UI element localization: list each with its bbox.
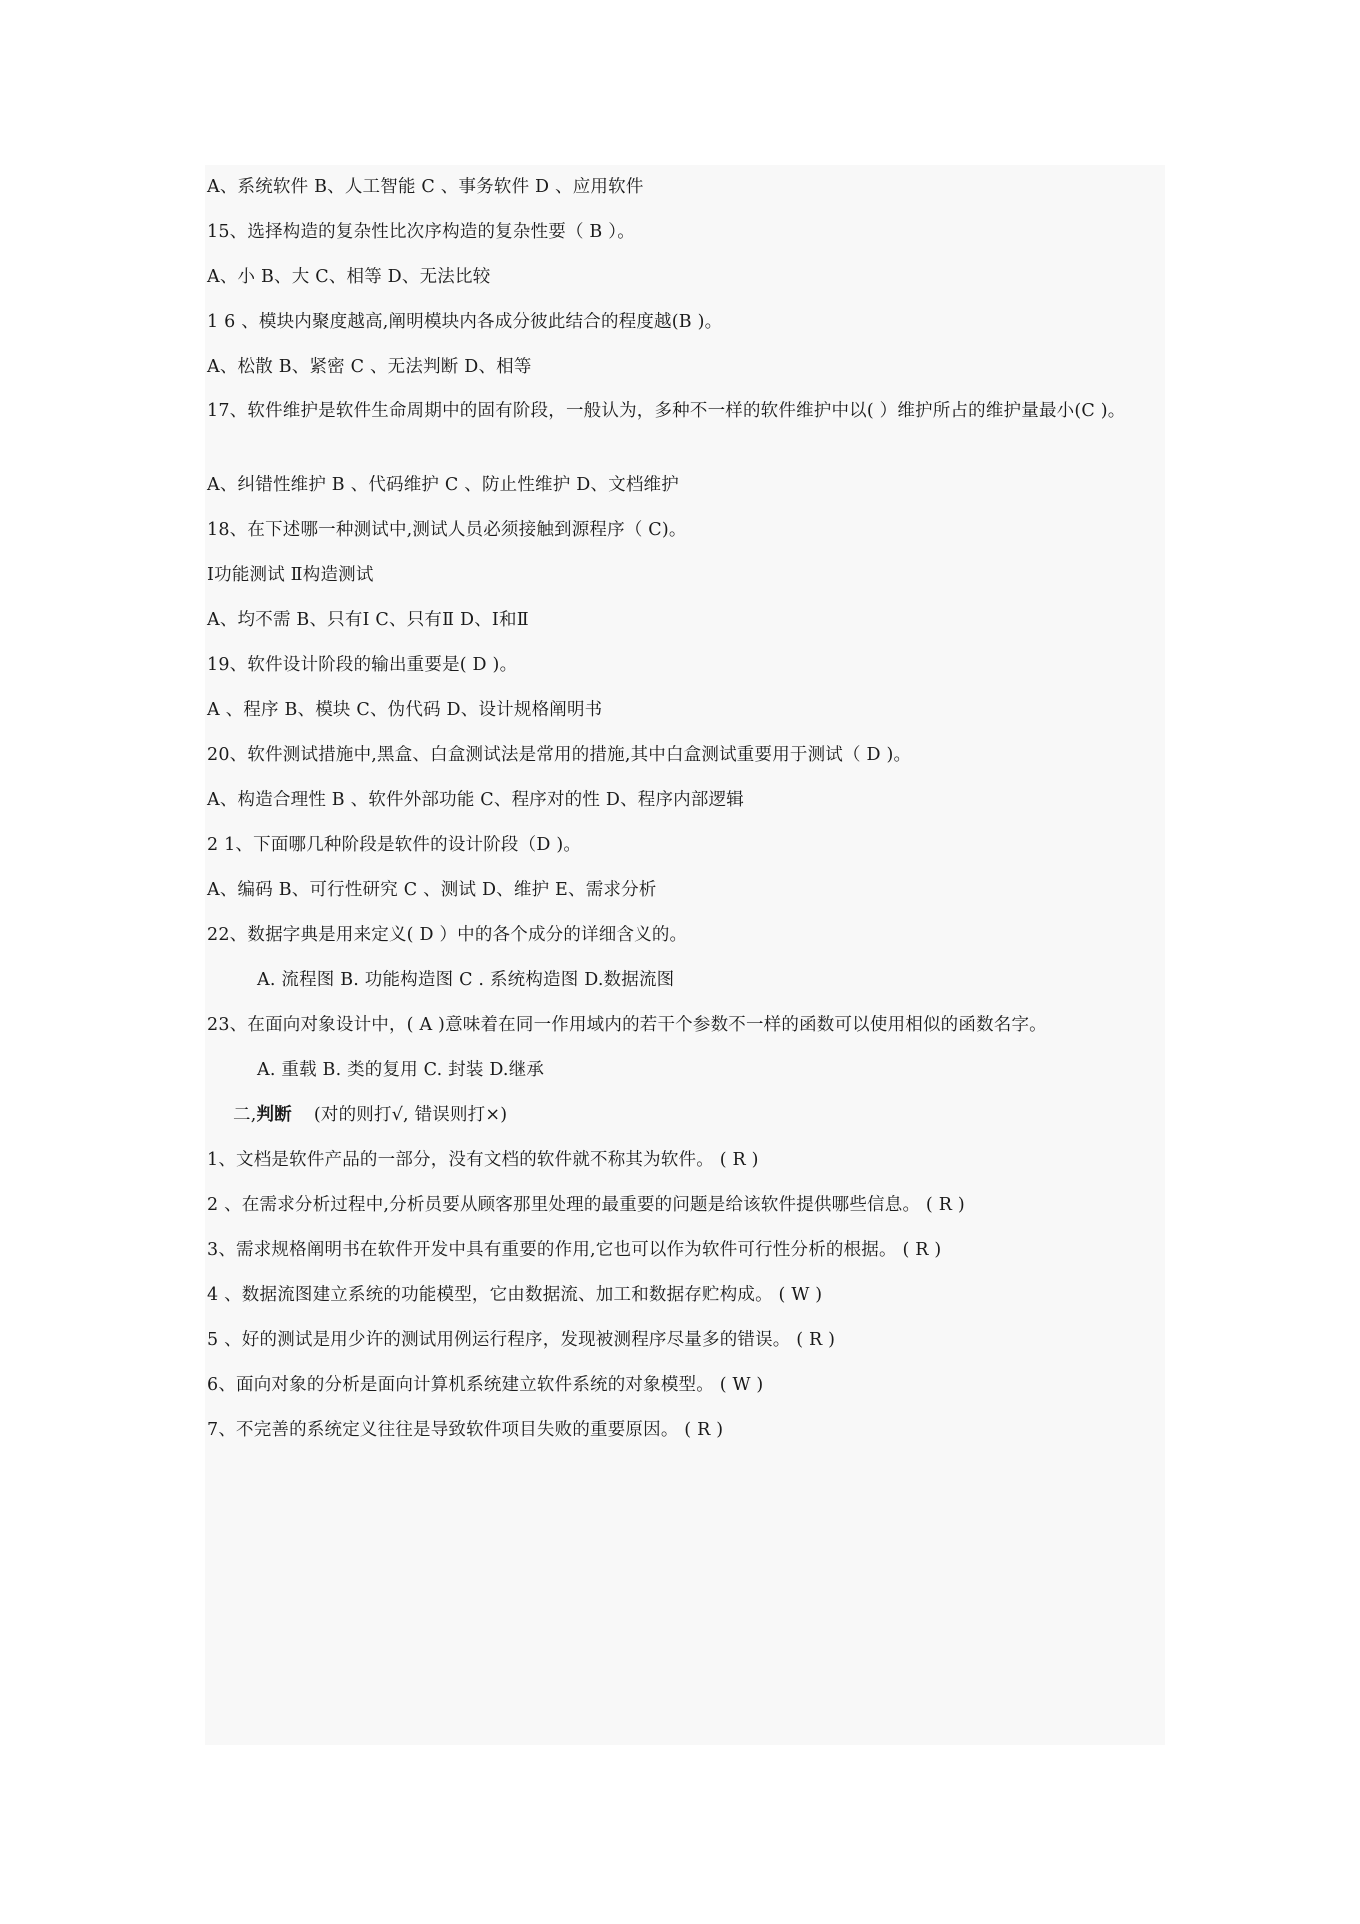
question-21: 2 1、下面哪几种阶段是软件的设计阶段（D )。	[207, 835, 582, 855]
section-instruction: (对的则打√, 错误则打×)	[313, 1105, 508, 1125]
question-23: 23、在面向对象设计中，( A )意味着在同一作用域内的若干个参数不一样的函数可以使用相似的函数名字。	[207, 1015, 1047, 1035]
test-type-line: Ⅰ功能测试 Ⅱ构造测试	[207, 565, 374, 585]
option-line-14: A、系统软件 B、人工智能 C 、事务软件 D 、应用软件	[207, 177, 644, 197]
section-title: 判断	[256, 1105, 292, 1125]
option-line-22: A. 流程图 B. 功能构造图 C . 系统构造图 D.数据流图	[257, 970, 675, 990]
option-line-23: A. 重载 B. 类的复用 C. 封装 D.继承	[257, 1060, 545, 1080]
question-16: 1 6 、模块内聚度越高,阐明模块内各成分彼此结合的程度越(B )。	[207, 312, 723, 332]
question-15: 15、选择构造的复杂性比次序构造的复杂性要（ B ）。	[207, 222, 635, 242]
judgement-6: 6、面向对象的分析是面向计算机系统建立软件系统的对象模型。 ( W )	[207, 1375, 764, 1395]
document-body	[205, 165, 1165, 1745]
option-line-17: A、纠错性维护 B 、代码维护 C 、防止性维护 D、文档维护	[207, 475, 679, 495]
judgement-2: 2 、在需求分析过程中,分析员要从顾客那里处理的最重要的问题是给该软件提供哪些信息。 ( R )	[207, 1195, 965, 1215]
judgement-4: 4 、数据流图建立系统的功能模型，它由数据流、加工和数据存贮构成。 ( W )	[207, 1285, 823, 1305]
section-heading-judgement	[233, 1103, 507, 1127]
question-18: 18、在下述哪一种测试中,测试人员必须接触到源程序（ C)。	[207, 520, 687, 540]
option-line-20: A、构造合理性 B 、软件外部功能 C、程序对的性 D、程序内部逻辑	[207, 790, 744, 810]
section-number: 二,	[233, 1105, 257, 1125]
judgement-1: 1、文档是软件产品的一部分，没有文档的软件就不称其为软件。 ( R )	[207, 1150, 759, 1170]
option-line-15: A、小 B、大 C、相等 D、无法比较	[207, 267, 491, 287]
question-17: 17、软件维护是软件生命周期中的固有阶段，一般认为，多种不一样的软件维护中以( ）维护所占的维护量最小(C )。	[207, 401, 1126, 421]
judgement-3: 3、需求规格阐明书在软件开发中具有重要的作用,它也可以作为软件可行性分析的根据。 ( R )	[207, 1240, 942, 1260]
option-line-21: A、编码 B、可行性研究 C 、测试 D、维护 E、需求分析	[207, 880, 657, 900]
question-20: 20、软件测试措施中,黑盒、白盒测试法是常用的措施,其中白盒测试重要用于测试（ D )。	[207, 745, 912, 765]
question-19: 19、软件设计阶段的输出重要是( D )。	[207, 655, 518, 675]
option-line-19: A 、程序 B、模块 C、伪代码 D、设计规格阐明书	[207, 700, 603, 720]
judgement-7: 7、不完善的系统定义往往是导致软件项目失败的重要原因。 ( R )	[207, 1420, 724, 1440]
question-22: 22、数据字典是用来定义( D ）中的各个成分的详细含义的。	[207, 925, 688, 945]
option-line-18: A、均不需 B、只有Ⅰ C、只有Ⅱ D、Ⅰ和Ⅱ	[207, 610, 529, 630]
option-line-16: A、松散 B、紧密 C 、无法判断 D、相等	[207, 357, 532, 377]
judgement-5: 5 、好的测试是用少许的测试用例运行程序，发现被测程序尽量多的错误。 ( R )	[207, 1330, 836, 1350]
